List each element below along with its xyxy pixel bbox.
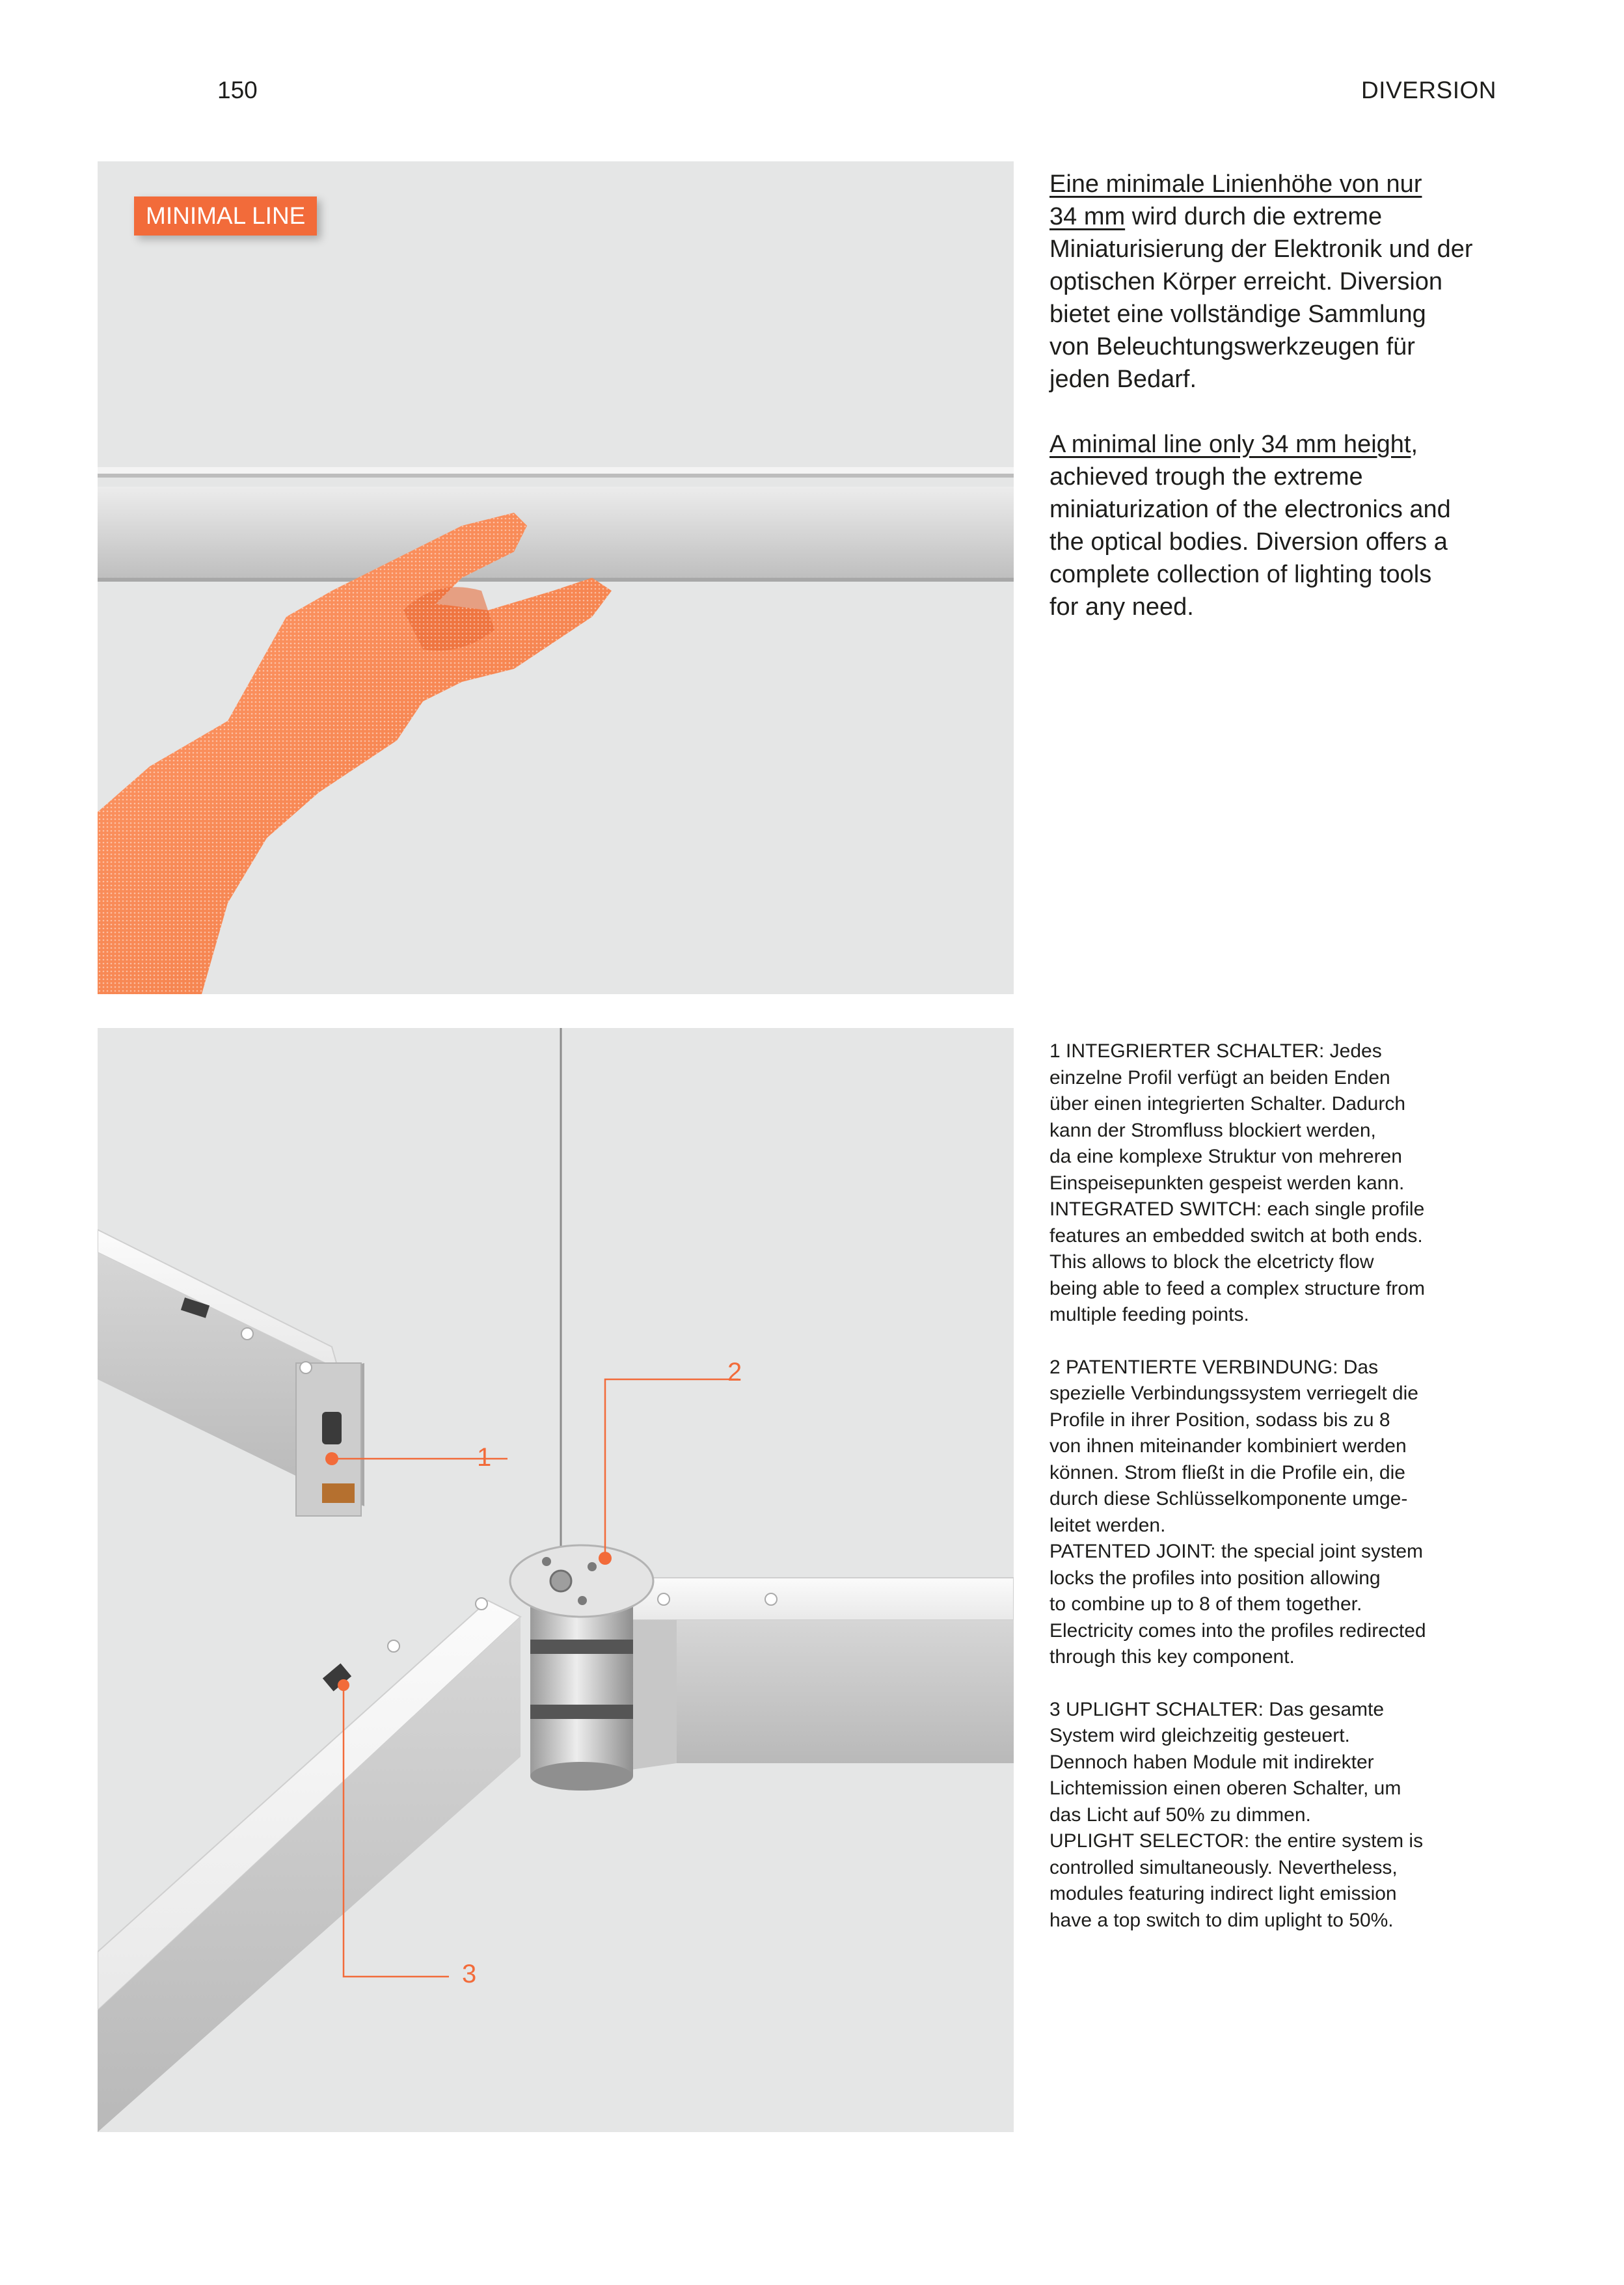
feature-line: Dennoch haben Module mit indirekter — [1049, 1751, 1374, 1773]
intro-german-line: von Beleuchtungswerkzeugen für — [1049, 333, 1415, 360]
intro-german — [1049, 168, 1505, 396]
callout-label-2: 2 — [727, 1358, 742, 1386]
intro-english-line: the optical bodies. Diversion offers a — [1049, 528, 1448, 556]
callout-dot-2 — [599, 1552, 612, 1565]
feature-list — [1049, 1038, 1505, 1960]
feature-line: 2 PATENTIERTE VERBINDUNG: Das — [1049, 1356, 1379, 1378]
section-title: DIVERSION — [1360, 77, 1496, 103]
feature-line: über einen integrierten Schalter. Dadurch — [1049, 1093, 1406, 1115]
intro-english-line: complete collection of lighting tools — [1049, 561, 1432, 588]
feature-line: Electricity comes into the profiles redirected — [1049, 1619, 1426, 1642]
feature-line: spezielle Verbindungssystem verriegelt die — [1049, 1383, 1418, 1404]
intro-german-highlight-2: 34 mm — [1049, 203, 1126, 230]
feature-line: controlled simultaneously. Nevertheless, — [1049, 1856, 1398, 1878]
intro-german-line: Miniaturisierung der Elektronik und der — [1049, 236, 1473, 263]
feature-line: multiple feeding points. — [1049, 1304, 1249, 1325]
callout-leader-2 — [605, 1379, 738, 1558]
feature-line: to combine up to 8 of them together. — [1049, 1593, 1362, 1615]
intro-english-line: for any need. — [1049, 593, 1194, 621]
feature-line: modules featuring indirect light emission — [1049, 1883, 1397, 1904]
hand-illustration — [98, 513, 612, 994]
feature-line: von ihnen miteinander kombiniert werden — [1049, 1435, 1407, 1457]
feature-line: 1 INTEGRIERTER SCHALTER: Jedes — [1049, 1040, 1382, 1062]
feature-line: da eine komplexe Struktur von mehreren — [1049, 1146, 1402, 1167]
intro-german-highlight-1: Eine minimale Linienhöhe von nur — [1049, 170, 1422, 198]
feature-integrated-switch — [1049, 1038, 1505, 1329]
feature-line: einzelne Profil verfügt an beiden Enden — [1049, 1066, 1390, 1088]
feature-line: locks the profiles into position allowing — [1049, 1567, 1381, 1589]
callout-label-3: 3 — [462, 1960, 477, 1988]
profile-joint-illustration — [98, 1028, 1014, 2132]
feature-line: This allows to block the elcetricty flow — [1049, 1251, 1374, 1273]
feature-line: UPLIGHT SELECTOR: the entire system is — [1049, 1830, 1424, 1852]
feature-line: System wird gleichzeitig gesteuert. — [1049, 1725, 1350, 1746]
feature-line: INTEGRATED SWITCH: each single profile — [1049, 1198, 1425, 1220]
feature-line: through this key component. — [1049, 1646, 1295, 1668]
joint-detail-image — [98, 1028, 1014, 2132]
intro-english-line: miniaturization of the electronics and — [1049, 496, 1451, 523]
feature-line: leitet werden. — [1049, 1514, 1166, 1536]
intro-german-line: bietet eine vollständige Sammlung — [1049, 301, 1426, 328]
intro-text — [1049, 168, 1505, 623]
hand-under-profile-illustration — [98, 161, 1014, 994]
feature-uplight-selector — [1049, 1697, 1505, 1934]
intro-german-line: jeden Bedarf. — [1049, 366, 1197, 393]
intro-english-line: , — [1411, 431, 1418, 458]
intro-english-line: achieved trough the extreme — [1049, 463, 1363, 491]
feature-line: das Licht auf 50% zu dimmen. — [1049, 1804, 1311, 1826]
feature-line: PATENTED JOINT: the special joint system — [1049, 1541, 1424, 1562]
intro-german-line: optischen Körper erreicht. Diversion — [1049, 268, 1443, 295]
feature-line: kann der Stromfluss blockiert werden, — [1049, 1119, 1376, 1141]
feature-line: durch diese Schlüsselkomponente umge- — [1049, 1488, 1408, 1509]
feature-line: have a top switch to dim uplight to 50%. — [1049, 1909, 1394, 1931]
feature-line: 3 UPLIGHT SCHALTER: Das gesamte — [1049, 1698, 1385, 1720]
feature-line: Profile in ihrer Position, sodass bis zu 8 — [1049, 1409, 1390, 1431]
intro-english — [1049, 428, 1505, 623]
callout-label-1: 1 — [477, 1443, 492, 1472]
feature-line: können. Strom fließt in die Profile ein, die — [1049, 1461, 1405, 1483]
page-number: 150 — [217, 77, 258, 103]
feature-line: features an embedded switch at both ends. — [1049, 1224, 1423, 1247]
feature-patented-joint — [1049, 1355, 1505, 1671]
feature-line: Einspeisepunkten gespeist werden kann. — [1049, 1172, 1405, 1194]
intro-english-highlight: A minimal line only 34 mm height — [1049, 431, 1411, 458]
minimal-line-tag: MINIMAL LINE — [134, 196, 317, 236]
feature-line: being able to feed a complex structure from — [1049, 1277, 1425, 1299]
callout-dot-3 — [338, 1679, 349, 1691]
minimal-line-image — [98, 161, 1014, 994]
feature-line: Lichtemission einen oberen Schalter, um — [1049, 1778, 1401, 1799]
intro-german-line: wird durch die extreme — [1131, 203, 1383, 230]
